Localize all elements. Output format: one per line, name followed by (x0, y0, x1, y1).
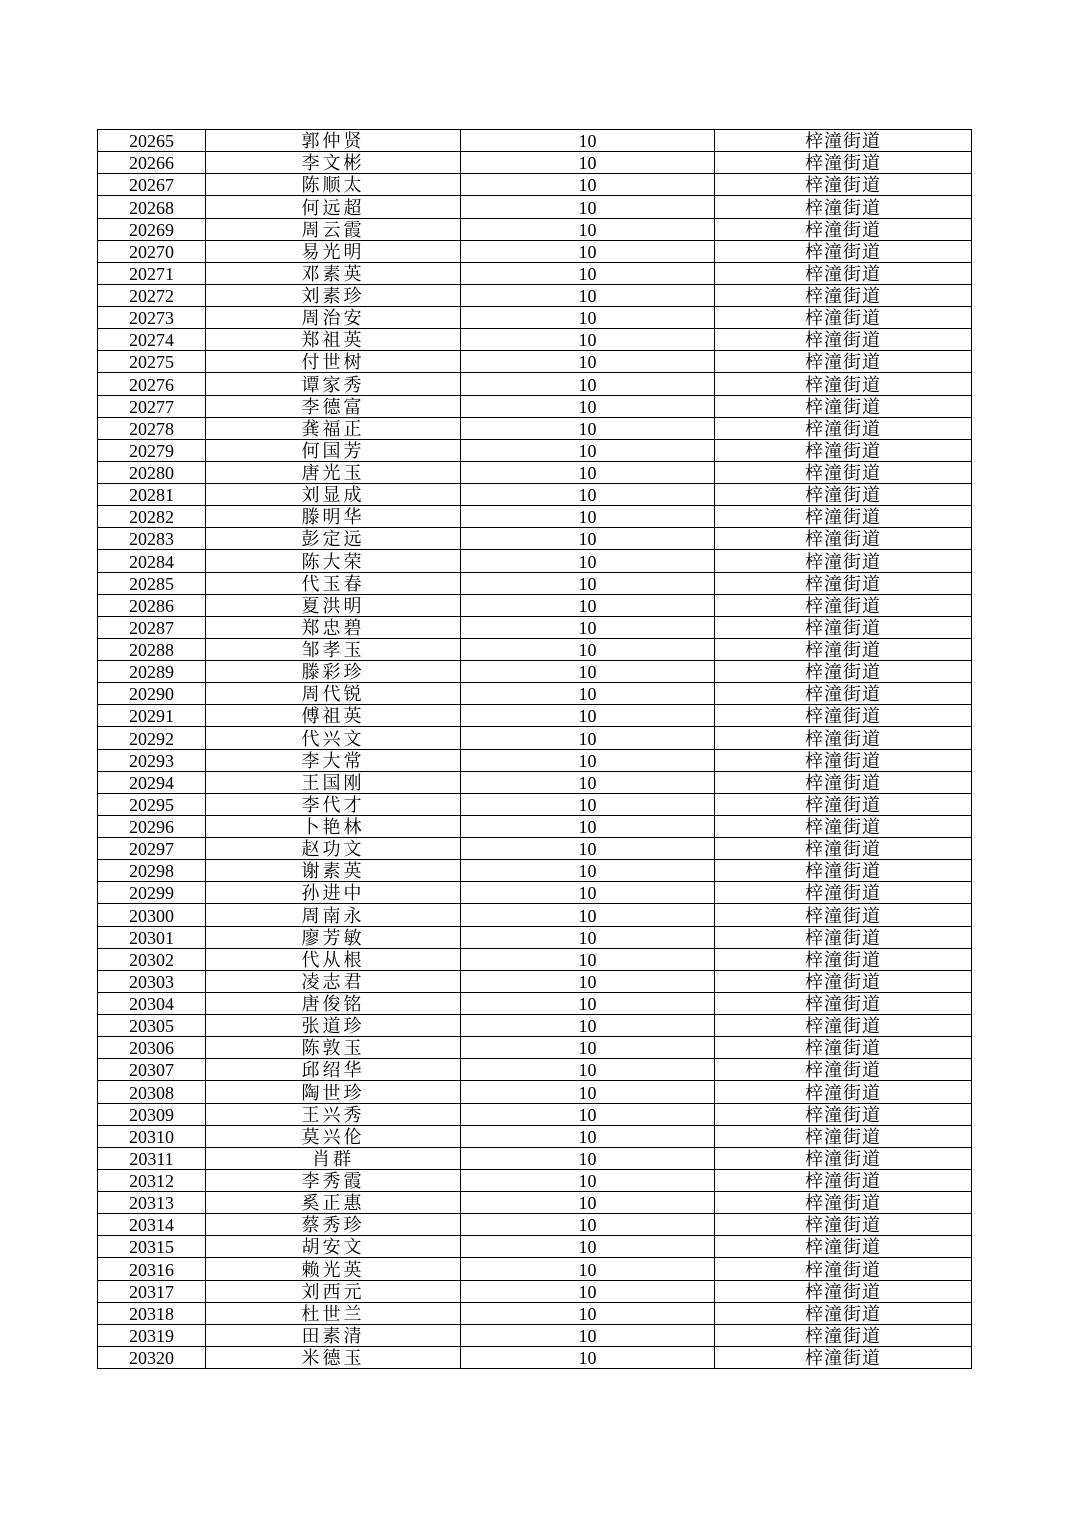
table-row (98, 1214, 972, 1236)
id-cell: 20319 (98, 1324, 206, 1346)
table-row (98, 550, 972, 572)
street-cell: 梓潼街道 (715, 528, 972, 550)
table-row (98, 284, 972, 306)
amount-cell: 10 (461, 152, 715, 174)
name-cell: 陶世珍 (206, 1081, 461, 1103)
street-cell: 梓潼街道 (715, 815, 972, 837)
street-cell: 梓潼街道 (715, 506, 972, 528)
street-cell: 梓潼街道 (715, 1081, 972, 1103)
name-cell: 代兴文 (206, 727, 461, 749)
amount-cell: 10 (461, 970, 715, 992)
id-cell: 20311 (98, 1147, 206, 1169)
table-row (98, 1192, 972, 1214)
amount-cell: 10 (461, 1059, 715, 1081)
table-row (98, 218, 972, 240)
table-row (98, 926, 972, 948)
amount-cell: 10 (461, 1125, 715, 1147)
amount-cell: 10 (461, 130, 715, 152)
table-row (98, 439, 972, 461)
id-cell: 20307 (98, 1059, 206, 1081)
street-cell: 梓潼街道 (715, 661, 972, 683)
amount-cell: 10 (461, 572, 715, 594)
id-cell: 20309 (98, 1103, 206, 1125)
street-cell: 梓潼街道 (715, 417, 972, 439)
name-cell: 赵功文 (206, 838, 461, 860)
table-row (98, 661, 972, 683)
amount-cell: 10 (461, 351, 715, 373)
id-cell: 20275 (98, 351, 206, 373)
data-table (97, 129, 972, 1369)
name-cell: 周治安 (206, 307, 461, 329)
name-cell: 彭定远 (206, 528, 461, 550)
id-cell: 20296 (98, 815, 206, 837)
table-row (98, 152, 972, 174)
amount-cell: 10 (461, 417, 715, 439)
table-row (98, 1081, 972, 1103)
name-cell: 何国芳 (206, 439, 461, 461)
id-cell: 20286 (98, 594, 206, 616)
amount-cell: 10 (461, 1302, 715, 1324)
amount-cell: 10 (461, 329, 715, 351)
amount-cell: 10 (461, 638, 715, 660)
id-cell: 20267 (98, 174, 206, 196)
id-cell: 20281 (98, 484, 206, 506)
street-cell: 梓潼街道 (715, 1169, 972, 1191)
name-cell: 李德富 (206, 395, 461, 417)
amount-cell: 10 (461, 1081, 715, 1103)
amount-cell: 10 (461, 815, 715, 837)
table-row (98, 329, 972, 351)
street-cell: 梓潼街道 (715, 484, 972, 506)
street-cell: 梓潼街道 (715, 926, 972, 948)
table-row (98, 373, 972, 395)
street-cell: 梓潼街道 (715, 373, 972, 395)
name-cell: 陈敦玉 (206, 1037, 461, 1059)
table-row (98, 838, 972, 860)
street-cell: 梓潼街道 (715, 329, 972, 351)
id-cell: 20303 (98, 970, 206, 992)
name-cell: 滕彩珍 (206, 661, 461, 683)
street-cell: 梓潼街道 (715, 683, 972, 705)
table-row (98, 815, 972, 837)
amount-cell: 10 (461, 284, 715, 306)
table-row (98, 395, 972, 417)
name-cell: 杜世兰 (206, 1302, 461, 1324)
street-cell: 梓潼街道 (715, 1037, 972, 1059)
table-row (98, 1059, 972, 1081)
id-cell: 20272 (98, 284, 206, 306)
street-cell: 梓潼街道 (715, 1015, 972, 1037)
amount-cell: 10 (461, 793, 715, 815)
amount-cell: 10 (461, 196, 715, 218)
table-row (98, 1103, 972, 1125)
amount-cell: 10 (461, 484, 715, 506)
name-cell: 王兴秀 (206, 1103, 461, 1125)
name-cell: 周南永 (206, 904, 461, 926)
table-row (98, 683, 972, 705)
street-cell: 梓潼街道 (715, 1346, 972, 1368)
amount-cell: 10 (461, 528, 715, 550)
street-cell: 梓潼街道 (715, 1280, 972, 1302)
street-cell: 梓潼街道 (715, 992, 972, 1014)
name-cell: 米德玉 (206, 1346, 461, 1368)
name-cell: 唐俊铭 (206, 992, 461, 1014)
street-cell: 梓潼街道 (715, 705, 972, 727)
table-row (98, 1236, 972, 1258)
street-cell: 梓潼街道 (715, 1147, 972, 1169)
amount-cell: 10 (461, 1103, 715, 1125)
table-row (98, 307, 972, 329)
name-cell: 郑忠碧 (206, 616, 461, 638)
table-row (98, 1169, 972, 1191)
name-cell: 周云霞 (206, 218, 461, 240)
name-cell: 唐光玉 (206, 461, 461, 483)
name-cell: 刘素珍 (206, 284, 461, 306)
table-row (98, 174, 972, 196)
amount-cell: 10 (461, 594, 715, 616)
table-row (98, 1037, 972, 1059)
name-cell: 周代锐 (206, 683, 461, 705)
table-row (98, 594, 972, 616)
amount-cell: 10 (461, 439, 715, 461)
table-row (98, 992, 972, 1014)
street-cell: 梓潼街道 (715, 948, 972, 970)
amount-cell: 10 (461, 395, 715, 417)
table-row (98, 860, 972, 882)
amount-cell: 10 (461, 1169, 715, 1191)
name-cell: 陈顺太 (206, 174, 461, 196)
table-row (98, 1346, 972, 1368)
id-cell: 20295 (98, 793, 206, 815)
street-cell: 梓潼街道 (715, 240, 972, 262)
street-cell: 梓潼街道 (715, 572, 972, 594)
name-cell: 卜艳林 (206, 815, 461, 837)
table-row (98, 771, 972, 793)
name-cell: 廖芳敏 (206, 926, 461, 948)
amount-cell: 10 (461, 838, 715, 860)
amount-cell: 10 (461, 1192, 715, 1214)
name-cell: 田素清 (206, 1324, 461, 1346)
street-cell: 梓潼街道 (715, 1324, 972, 1346)
street-cell: 梓潼街道 (715, 1059, 972, 1081)
table-row (98, 727, 972, 749)
street-cell: 梓潼街道 (715, 130, 972, 152)
name-cell: 李秀霞 (206, 1169, 461, 1191)
id-cell: 20269 (98, 218, 206, 240)
table-row (98, 749, 972, 771)
street-cell: 梓潼街道 (715, 174, 972, 196)
name-cell: 刘西元 (206, 1280, 461, 1302)
id-cell: 20268 (98, 196, 206, 218)
id-cell: 20297 (98, 838, 206, 860)
amount-cell: 10 (461, 727, 715, 749)
amount-cell: 10 (461, 860, 715, 882)
table-row (98, 970, 972, 992)
table-row (98, 638, 972, 660)
name-cell: 邱绍华 (206, 1059, 461, 1081)
street-cell: 梓潼街道 (715, 1302, 972, 1324)
table-row (98, 196, 972, 218)
amount-cell: 10 (461, 218, 715, 240)
name-cell: 蔡秀珍 (206, 1214, 461, 1236)
amount-cell: 10 (461, 1280, 715, 1302)
amount-cell: 10 (461, 506, 715, 528)
name-cell: 王国刚 (206, 771, 461, 793)
table-row (98, 240, 972, 262)
id-cell: 20299 (98, 882, 206, 904)
id-cell: 20284 (98, 550, 206, 572)
amount-cell: 10 (461, 992, 715, 1014)
table-row (98, 1147, 972, 1169)
id-cell: 20287 (98, 616, 206, 638)
amount-cell: 10 (461, 705, 715, 727)
name-cell: 何远超 (206, 196, 461, 218)
id-cell: 20306 (98, 1037, 206, 1059)
name-cell: 谢素英 (206, 860, 461, 882)
street-cell: 梓潼街道 (715, 218, 972, 240)
street-cell: 梓潼街道 (715, 882, 972, 904)
street-cell: 梓潼街道 (715, 152, 972, 174)
id-cell: 20290 (98, 683, 206, 705)
table-row (98, 1125, 972, 1147)
amount-cell: 10 (461, 1147, 715, 1169)
name-cell: 邓素英 (206, 262, 461, 284)
table-row (98, 1324, 972, 1346)
amount-cell: 10 (461, 307, 715, 329)
table-row (98, 1280, 972, 1302)
table-row (98, 417, 972, 439)
id-cell: 20314 (98, 1214, 206, 1236)
table-row (98, 130, 972, 152)
id-cell: 20300 (98, 904, 206, 926)
street-cell: 梓潼街道 (715, 351, 972, 373)
name-cell: 郑祖英 (206, 329, 461, 351)
name-cell: 张道珍 (206, 1015, 461, 1037)
id-cell: 20293 (98, 749, 206, 771)
amount-cell: 10 (461, 948, 715, 970)
table-row (98, 904, 972, 926)
id-cell: 20289 (98, 661, 206, 683)
street-cell: 梓潼街道 (715, 771, 972, 793)
id-cell: 20282 (98, 506, 206, 528)
table-body (98, 130, 972, 1369)
id-cell: 20320 (98, 1346, 206, 1368)
id-cell: 20310 (98, 1125, 206, 1147)
id-cell: 20317 (98, 1280, 206, 1302)
amount-cell: 10 (461, 926, 715, 948)
street-cell: 梓潼街道 (715, 284, 972, 306)
amount-cell: 10 (461, 1258, 715, 1280)
table-row (98, 616, 972, 638)
id-cell: 20292 (98, 727, 206, 749)
name-cell: 刘显成 (206, 484, 461, 506)
name-cell: 易光明 (206, 240, 461, 262)
name-cell: 陈大荣 (206, 550, 461, 572)
street-cell: 梓潼街道 (715, 904, 972, 926)
amount-cell: 10 (461, 749, 715, 771)
table-row (98, 793, 972, 815)
amount-cell: 10 (461, 1214, 715, 1236)
amount-cell: 10 (461, 683, 715, 705)
id-cell: 20288 (98, 638, 206, 660)
id-cell: 20266 (98, 152, 206, 174)
amount-cell: 10 (461, 174, 715, 196)
name-cell: 傅祖英 (206, 705, 461, 727)
name-cell: 孙进中 (206, 882, 461, 904)
street-cell: 梓潼街道 (715, 1103, 972, 1125)
table-row (98, 1015, 972, 1037)
name-cell: 莫兴伦 (206, 1125, 461, 1147)
id-cell: 20301 (98, 926, 206, 948)
table-row (98, 948, 972, 970)
name-cell: 赖光英 (206, 1258, 461, 1280)
name-cell: 代从根 (206, 948, 461, 970)
amount-cell: 10 (461, 550, 715, 572)
amount-cell: 10 (461, 616, 715, 638)
id-cell: 20316 (98, 1258, 206, 1280)
street-cell: 梓潼街道 (715, 749, 972, 771)
table-row (98, 262, 972, 284)
street-cell: 梓潼街道 (715, 793, 972, 815)
name-cell: 李文彬 (206, 152, 461, 174)
amount-cell: 10 (461, 461, 715, 483)
id-cell: 20308 (98, 1081, 206, 1103)
id-cell: 20273 (98, 307, 206, 329)
amount-cell: 10 (461, 771, 715, 793)
street-cell: 梓潼街道 (715, 860, 972, 882)
name-cell: 谭家秀 (206, 373, 461, 395)
amount-cell: 10 (461, 1236, 715, 1258)
name-cell: 代玉春 (206, 572, 461, 594)
street-cell: 梓潼街道 (715, 1236, 972, 1258)
id-cell: 20265 (98, 130, 206, 152)
amount-cell: 10 (461, 1324, 715, 1346)
street-cell: 梓潼街道 (715, 307, 972, 329)
street-cell: 梓潼街道 (715, 1214, 972, 1236)
table-row (98, 882, 972, 904)
table-row (98, 705, 972, 727)
street-cell: 梓潼街道 (715, 616, 972, 638)
street-cell: 梓潼街道 (715, 970, 972, 992)
street-cell: 梓潼街道 (715, 1258, 972, 1280)
street-cell: 梓潼街道 (715, 461, 972, 483)
id-cell: 20315 (98, 1236, 206, 1258)
id-cell: 20291 (98, 705, 206, 727)
id-cell: 20283 (98, 528, 206, 550)
name-cell: 龚福正 (206, 417, 461, 439)
id-cell: 20302 (98, 948, 206, 970)
name-cell: 付世树 (206, 351, 461, 373)
name-cell: 肖群 (206, 1147, 461, 1169)
id-cell: 20279 (98, 439, 206, 461)
street-cell: 梓潼街道 (715, 395, 972, 417)
table-row (98, 528, 972, 550)
id-cell: 20274 (98, 329, 206, 351)
amount-cell: 10 (461, 661, 715, 683)
street-cell: 梓潼街道 (715, 594, 972, 616)
street-cell: 梓潼街道 (715, 838, 972, 860)
name-cell: 郭仲贤 (206, 130, 461, 152)
id-cell: 20312 (98, 1169, 206, 1191)
id-cell: 20280 (98, 461, 206, 483)
id-cell: 20270 (98, 240, 206, 262)
street-cell: 梓潼街道 (715, 196, 972, 218)
amount-cell: 10 (461, 882, 715, 904)
name-cell: 滕明华 (206, 506, 461, 528)
name-cell: 奚正惠 (206, 1192, 461, 1214)
name-cell: 李代才 (206, 793, 461, 815)
table-row (98, 506, 972, 528)
table-row (98, 461, 972, 483)
table-row (98, 572, 972, 594)
id-cell: 20305 (98, 1015, 206, 1037)
name-cell: 李大常 (206, 749, 461, 771)
amount-cell: 10 (461, 1015, 715, 1037)
street-cell: 梓潼街道 (715, 550, 972, 572)
table-row (98, 1302, 972, 1324)
id-cell: 20285 (98, 572, 206, 594)
amount-cell: 10 (461, 1346, 715, 1368)
street-cell: 梓潼街道 (715, 439, 972, 461)
street-cell: 梓潼街道 (715, 1125, 972, 1147)
id-cell: 20313 (98, 1192, 206, 1214)
id-cell: 20304 (98, 992, 206, 1014)
amount-cell: 10 (461, 240, 715, 262)
amount-cell: 10 (461, 904, 715, 926)
street-cell: 梓潼街道 (715, 262, 972, 284)
name-cell: 胡安文 (206, 1236, 461, 1258)
name-cell: 凌志君 (206, 970, 461, 992)
amount-cell: 10 (461, 262, 715, 284)
id-cell: 20277 (98, 395, 206, 417)
id-cell: 20298 (98, 860, 206, 882)
amount-cell: 10 (461, 373, 715, 395)
table-row (98, 1258, 972, 1280)
street-cell: 梓潼街道 (715, 638, 972, 660)
id-cell: 20294 (98, 771, 206, 793)
id-cell: 20318 (98, 1302, 206, 1324)
name-cell: 夏洪明 (206, 594, 461, 616)
table-row (98, 484, 972, 506)
street-cell: 梓潼街道 (715, 727, 972, 749)
table-row (98, 351, 972, 373)
id-cell: 20276 (98, 373, 206, 395)
id-cell: 20278 (98, 417, 206, 439)
amount-cell: 10 (461, 1037, 715, 1059)
id-cell: 20271 (98, 262, 206, 284)
street-cell: 梓潼街道 (715, 1192, 972, 1214)
name-cell: 邹孝玉 (206, 638, 461, 660)
